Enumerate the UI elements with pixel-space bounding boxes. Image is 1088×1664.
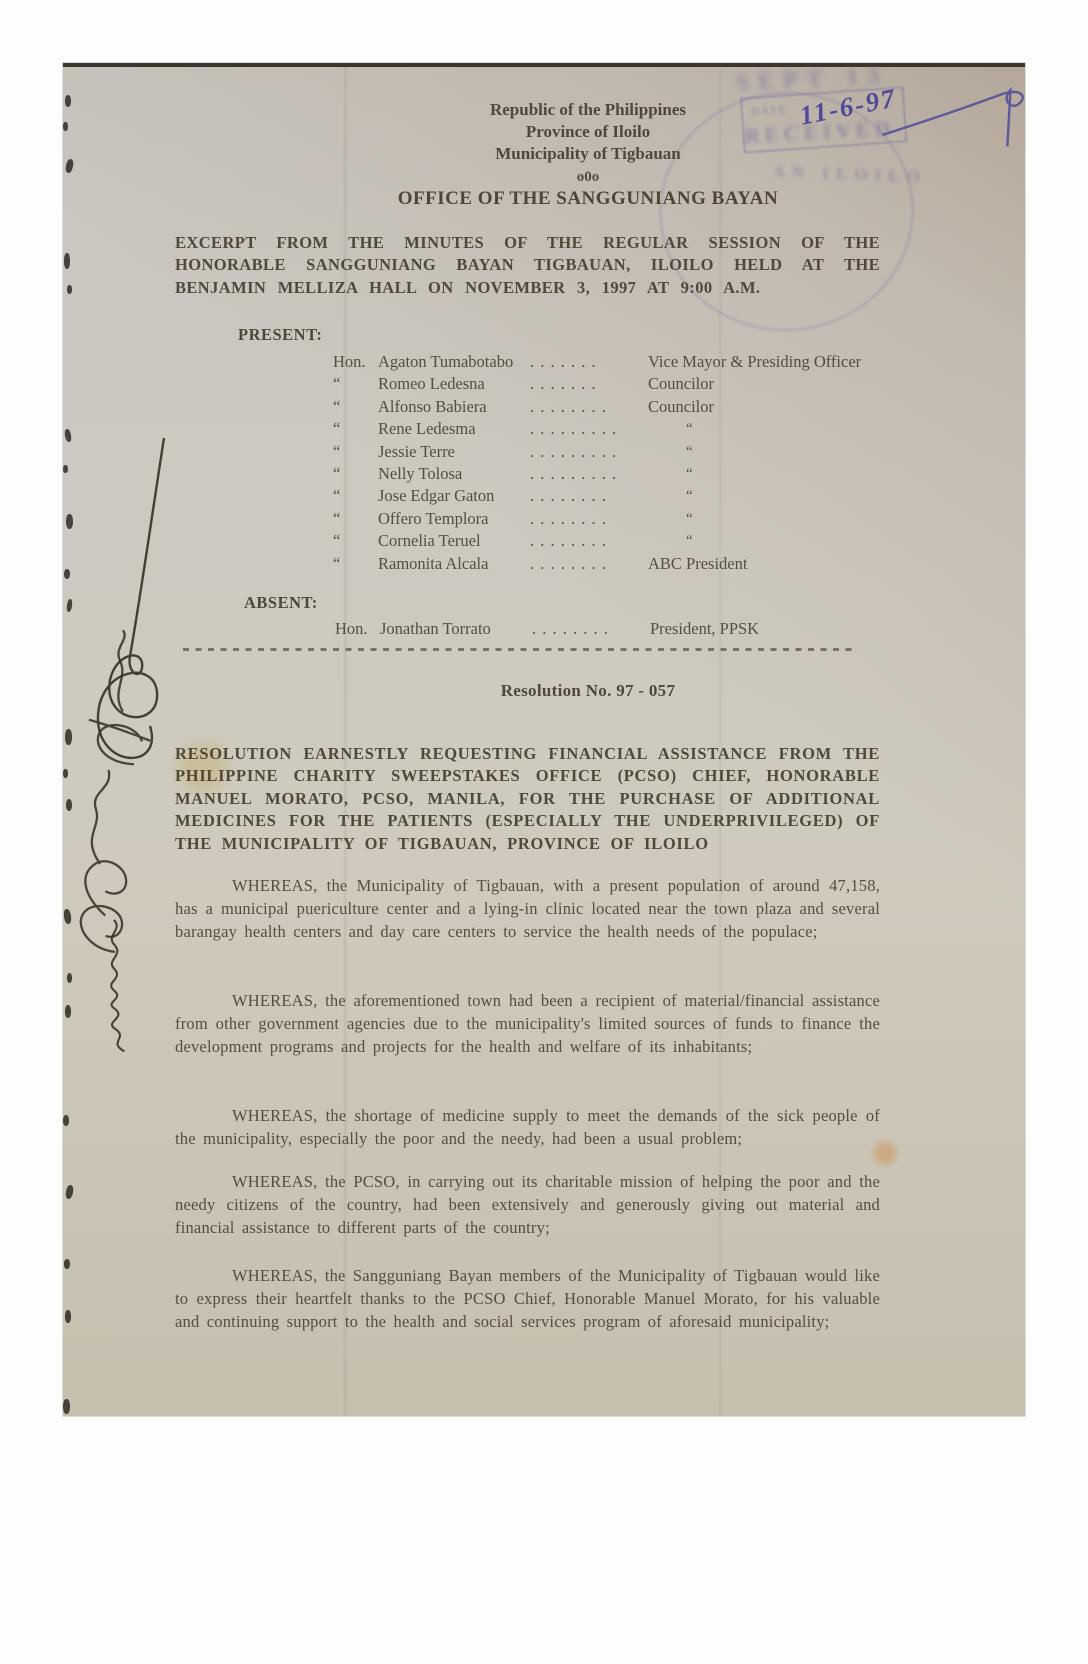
attendee-position: Councilor <box>648 396 714 416</box>
attendee-name: Ramonita Alcala <box>378 553 489 573</box>
attendee-prefix: “ <box>333 553 341 573</box>
dot-leader: . . . . . . . . <box>530 486 607 506</box>
attendee-position: “ <box>686 421 693 438</box>
absent-prefix: Hon. <box>335 619 368 638</box>
resolution-title: RESOLUTION EARNESTLY REQUESTING FINANCIAL ASSISTANCE FROM THE PHILIPPINE CHARITY SWEEPSTAKES OFFICE (PCSO) CHIEF, HONORABLE MANUEL MORATO, PCSO, MANILA, FOR THE PURCHASE OF ADDITIONAL MEDICINES FOR THE PATIENTS (ESPECIALLY THE UNDERPRIVILEGED) OF THE MUNICIPALITY OF TIGBAUAN, PROVINCE OF ILOILO <box>175 744 880 853</box>
attendee-position: Councilor <box>648 374 714 394</box>
attendee-row <box>333 553 953 575</box>
attendee-name: Rene Ledesma <box>378 419 476 439</box>
stamp-received-text: RECEIVED <box>743 116 896 149</box>
stamp-date-label: DATE <box>750 103 788 118</box>
absent-position: President, PPSK <box>650 619 760 638</box>
attendee-prefix: “ <box>333 441 341 461</box>
attendee-position: ABC President <box>648 553 748 573</box>
attendee-row <box>333 530 953 552</box>
dot-leader: . . . . . . . . . <box>530 464 618 484</box>
attendee-prefix: “ <box>333 508 341 528</box>
attendee-prefix: “ <box>333 531 341 551</box>
attendance-list <box>333 351 953 575</box>
attendee-position: “ <box>686 488 693 505</box>
absent-name: Jonathan Torrato <box>380 619 491 638</box>
attendee-position: “ <box>686 466 693 483</box>
dot-leader: . . . . . . . . <box>530 396 607 416</box>
whereas-paragraph: WHEREAS, the Municipality of Tigbauan, with a present population of around 47,158, has a municipal puericulture center and a lying-in clinic located near the town plaza and several barangay health centers and day care centers to service the health needs of the populace; <box>175 876 880 941</box>
letterhead-ornament: o0o <box>576 168 600 185</box>
stamp-smudge-text: SEPT 13 <box>735 62 889 97</box>
dot-leader: . . . . . . . <box>530 352 597 371</box>
whereas-paragraph: WHEREAS, the aforementioned town had been a recipient of material/financial assistance from other government agencies due to the municipality's limited sources of funds to finance the development programs and projects for the health and welfare of its inhabitants; <box>175 991 880 1056</box>
dot-leader: . . . . . . . . <box>530 508 607 528</box>
stamp-arc-text: AN ILOILO <box>772 161 928 187</box>
dot-leader: . . . . . . . . . <box>530 441 618 461</box>
attendee-row <box>333 508 953 530</box>
attendee-row <box>333 485 953 507</box>
attendee-name: Nelly Tolosa <box>378 464 463 484</box>
attendee-position: Vice Mayor & Presiding Officer <box>648 352 862 371</box>
absent-row <box>335 619 955 639</box>
attendee-position: “ <box>686 510 693 527</box>
document-page <box>63 63 1025 1416</box>
attendee-row <box>333 418 953 440</box>
dashed-separator <box>183 648 857 651</box>
letterhead-province: Province of Iloilo <box>525 122 651 142</box>
attendee-prefix: “ <box>333 486 341 506</box>
dot-leader: . . . . . . . . <box>530 553 607 573</box>
absent-label: ABSENT: <box>244 593 318 612</box>
attendee-prefix: “ <box>333 396 341 416</box>
whereas-paragraph: WHEREAS, the PCSO, in carrying out its charitable mission of helping the poor and the needy citizens of the country, had been extensively and generously giving out material and financial assistance to different parts of the country; <box>175 1172 880 1237</box>
attendee-position: “ <box>686 533 693 550</box>
attendee-row <box>333 373 953 395</box>
letterhead <box>213 99 963 210</box>
letterhead-republic: Republic of the Philippines <box>489 100 686 119</box>
attendee-prefix: “ <box>333 464 341 484</box>
attendee-position: “ <box>686 443 693 460</box>
attendee-row <box>333 441 953 463</box>
absent-list <box>335 619 955 639</box>
attendee-name: Offero Templora <box>378 508 489 528</box>
attendee-row <box>333 396 953 418</box>
attendee-name: Romeo Ledesna <box>378 374 485 394</box>
excerpt-heading: EXCERPT FROM THE MINUTES OF THE REGULAR SESSION OF THE HONORABLE SANGGUNIANG BAYAN TIGBAUAN, ILOILO HELD AT THE BENJAMIN MELLIZA HALL ON NOVEMBER 3, 1997 AT 9:00 A.M. <box>175 233 880 297</box>
attendee-prefix: “ <box>333 419 341 439</box>
attendee-name: Agaton Tumabotabo <box>378 352 514 371</box>
letterhead-office: OFFICE OF THE SANGGUNIANG BAYAN <box>397 187 779 209</box>
dot-leader: . . . . . . . <box>530 374 597 394</box>
present-label: PRESENT: <box>238 325 323 344</box>
attendee-name: Alfonso Babiera <box>378 396 487 416</box>
dot-leader: . . . . . . . . <box>530 531 607 551</box>
attendee-prefix: “ <box>333 374 341 394</box>
attendee-name: Cornelia Teruel <box>378 531 481 551</box>
dot-leader: . . . . . . . . <box>532 619 609 638</box>
whereas-paragraph: WHEREAS, the shortage of medicine supply to meet the demands of the sick people of the municipality, especially the poor and the needy, had been a usual problem; <box>175 1106 880 1148</box>
resolution-number: Resolution No. 97 - 057 <box>500 681 676 700</box>
attendee-row <box>333 351 953 373</box>
attendee-name: Jose Edgar Gaton <box>378 486 495 506</box>
whereas-paragraph: WHEREAS, the Sangguniang Bayan members of the Municipality of Tigbauan would like to express their heartfelt thanks to the PCSO Chief, Honorable Manuel Morato, for his valuable and continuing support to the health and social services program of aforesaid municipality; <box>175 1266 880 1331</box>
letterhead-municipality: Municipality of Tigbauan <box>495 144 681 164</box>
attendee-row <box>333 463 953 485</box>
dot-leader: . . . . . . . . . <box>530 419 618 439</box>
margin-signature-scribble <box>92 915 154 1059</box>
handwritten-date: 11-6-97 <box>797 82 899 131</box>
attendee-prefix: Hon. <box>333 352 366 371</box>
attendee-name: Jessie Terre <box>378 441 455 461</box>
